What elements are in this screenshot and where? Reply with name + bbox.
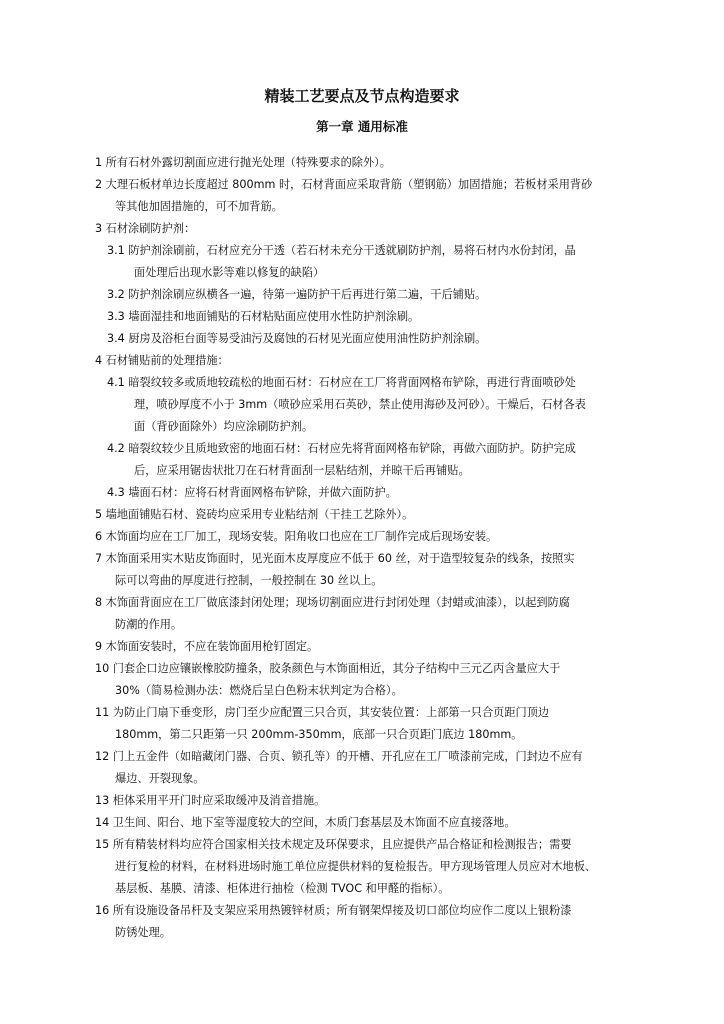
paragraph-line: 后，应采用锯齿状批刀在石材背面刮一层粘结剂，并晾干后再铺贴。 <box>134 464 470 477</box>
paragraph-line: 3.2 防护剂涂刷应纵横各一遍，待第一遍防护干后再进行第二遍，干后铺贴。 <box>107 288 487 301</box>
paragraph-line: 9 木饰面安装时，不应在装饰面用枪钉固定。 <box>95 640 319 653</box>
paragraph-line: 7 木饰面采用实木贴皮饰面时，见光面木皮厚度应不低于 60 丝，对于造型较复杂的线条，按照实 <box>95 552 575 565</box>
paragraph-line: 6 木饰面均应在工厂加工，现场安装。阳角收口也应在工厂制作完成后现场安装。 <box>95 530 498 543</box>
paragraph-line: 3 石材涂刷防护剂： <box>95 222 196 235</box>
paragraph-line: 等其他加固措施的，可不加背筋。 <box>115 200 283 213</box>
paragraph-line: 4.1 暗裂纹较多或质地较疏松的地面石材：石材应在工厂将背面网格布铲除，再进行背面喷砂处 <box>107 376 576 389</box>
paragraph-line: 进行复检的材料，在材料进场时施工单位应提供材料的复检报告。甲方现场管理人员应对木地板、 <box>115 860 597 873</box>
chapter-heading: 第一章 通用标准 <box>316 119 408 134</box>
paragraph-line: 15 所有精装材料均应符合国家相关技术规定及环保要求，且应提供产品合格证和检测报告；需要 <box>95 838 572 851</box>
paragraph-line: 面处理后出现水影等难以修复的缺陷） <box>134 266 325 279</box>
paragraph-line: 理，喷砂厚度不小于 3mm（喷砂应采用石英砂，禁止使用海砂及河砂）。干燥后，石材各表 <box>134 398 586 411</box>
paragraph-line: 4.3 墙面石材：应将石材背面网格布铲除，并做六面防护。 <box>107 486 397 499</box>
paragraph-line: 面（背砂面除外）均应涂刷防护剂。 <box>134 420 314 433</box>
paragraph-line: 防潮的作用。 <box>115 618 183 631</box>
paragraph-line: 180mm，第二只距第一只 200mm-350mm，底部一只合页距门底边 180mm。 <box>115 728 523 741</box>
paragraph-line: 14 卫生间、阳台、地下室等湿度较大的空间，木质门套基层及木饰面不应直接落地。 <box>95 816 516 829</box>
paragraph-line: 11 为防止门扇下垂变形，房门至少应配置三只合页，其安装位置：上部第一只合页距门顶边 <box>95 706 550 719</box>
paragraph-line: 3.3 墙面湿挂和地面铺贴的石材粘贴面应使用水性防护剂涂刷。 <box>107 310 420 323</box>
paragraph-line: 基层板、基膜、清漆、柜体进行抽检（检测 TVOC 和甲醛的指标）。 <box>115 882 450 895</box>
paragraph-line: 13 柜体采用平开门时应采取缓冲及消音措施。 <box>95 794 326 807</box>
paragraph-line: 防锈处理。 <box>115 926 171 939</box>
paragraph-line: 16 所有设施设备吊杆及支架应采用热镀锌材质；所有钢架焊接及切口部位均应作二度以上银粉漆 <box>95 904 572 917</box>
paragraph-line: 12 门上五金件（如暗藏闭门器、合页、锁孔等）的开槽、开孔应在工厂喷漆前完成，门封边不应有 <box>95 750 583 763</box>
paragraph-line: 8 木饰面背面应在工厂做底漆封闭处理；现场切割面应进行封闭处理（封蜡或油漆），以起到防腐 <box>95 596 570 609</box>
paragraph-line: 1 所有石材外露切割面应进行抛光处理（特殊要求的除外）。 <box>95 156 391 169</box>
paragraph-line: 爆边、开裂现象。 <box>115 772 205 785</box>
paragraph-line: 3.1 防护剂涂刷前，石材应充分干透（若石材未充分干透就刷防护剂，易将石材内水份封闭，晶 <box>107 244 576 257</box>
paragraph-line: 10 门套企口边应镶嵌橡胶防撞条，胶条颜色与木饰面相近，其分子结构中三元乙丙含量应大于 <box>95 662 561 675</box>
paragraph-line: 2 大理石板材单边长度超过 800mm 时，石材背面应采取背筋（塑钢筋）加固措施；若板材采用背砂 <box>95 178 593 191</box>
document-title: 精装工艺要点及节点构造要求 <box>264 87 460 105</box>
paragraph-line: 30%（简易检测办法：燃烧后呈白色粉末状判定为合格）。 <box>115 684 403 697</box>
paragraph-line: 4 石材铺贴前的处理措施： <box>95 354 229 367</box>
paragraph-line: 3.4 厨房及浴柜台面等易受油污及腐蚀的石材见光面应使用油性防护剂涂刷。 <box>107 332 487 345</box>
paragraph-line: 4.2 暗裂纹较少且质地致密的地面石材：石材应先将背面网格布铲除，再做六面防护。防护完成 <box>107 442 576 455</box>
paragraph-line: 5 墙地面铺贴石材、瓷砖均应采用专业粘结剂（干挂工艺除外）。 <box>95 508 414 521</box>
paragraph-line: 际可以弯曲的厚度进行控制，一般控制在 30 丝以上。 <box>115 574 383 587</box>
